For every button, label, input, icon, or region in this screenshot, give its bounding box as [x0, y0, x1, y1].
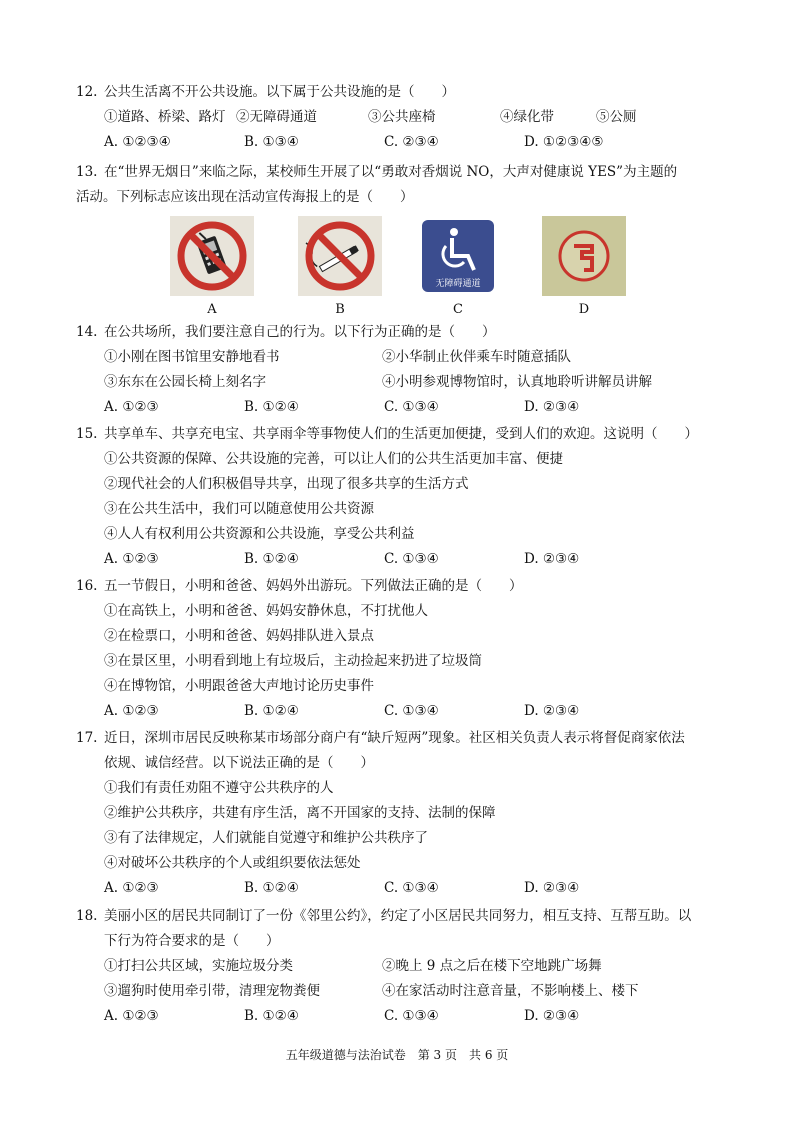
- question-number: 18.: [76, 908, 98, 924]
- question-13: [76, 160, 736, 210]
- question-number: 16.: [76, 578, 98, 594]
- hand-sign-icon: [542, 216, 626, 317]
- item: ③东东在公园长椅上刻名字: [104, 374, 266, 390]
- sign-options: [170, 216, 630, 316]
- question-number: 12.: [76, 84, 98, 100]
- option-c: C. ②③④: [384, 134, 439, 150]
- option-c: C. ①③④: [384, 399, 439, 415]
- question-stem: 美丽小区的居民共同制订了一份《邻里公约》，约定了小区居民共同努力，相互支持、互帮互助。以: [104, 908, 692, 924]
- question-number: 17.: [76, 730, 98, 746]
- sign-label-c: C: [453, 302, 463, 317]
- question-stem: 五一节假日，小明和爸爸、妈妈外出游玩。下列做法正确的是（ ）: [104, 578, 523, 594]
- option-a: A. ①②③: [104, 703, 159, 719]
- item: ④小明参观博物馆时，认真地聆听讲解员讲解: [382, 374, 652, 390]
- question-stem-cont: 活动。下列标志应该出现在活动宣传海报上的是（ ）: [76, 189, 414, 205]
- item: ③在公共生活中，我们可以随意使用公共资源: [104, 501, 374, 517]
- sign-label-a: A: [207, 302, 217, 317]
- option-row: [76, 876, 736, 901]
- question-stem-cont: 下行为符合要求的是（ ）: [104, 933, 280, 949]
- option-d: D. ②③④: [524, 880, 580, 896]
- option-row: [76, 699, 736, 724]
- question-number: 15.: [76, 426, 98, 442]
- item: ①我们有责任劝阻不遵守公共秩序的人: [104, 780, 334, 796]
- sign-text: 无障碍通道: [435, 279, 481, 289]
- option-d: D. ②③④: [524, 551, 580, 567]
- option-d: D. ②③④: [524, 703, 580, 719]
- option-b: B. ①②④: [244, 551, 299, 567]
- item: ③公共座椅: [368, 109, 436, 125]
- option-row: [76, 395, 736, 420]
- option-c: C. ①③④: [384, 551, 439, 567]
- item: ①打扫公共区域，实施垃圾分类: [104, 958, 293, 974]
- item: ③有了法律规定，人们就能自觉遵守和维护公共秩序了: [104, 830, 428, 846]
- sign-label-b: B: [335, 302, 345, 317]
- item: ③遛狗时使用牵引带，清理宠物粪便: [104, 983, 320, 999]
- item: ④人人有权利用公共资源和公共设施，享受公共利益: [104, 526, 415, 542]
- page-footer: 五年级道德与法治试卷 第 3 页 共 6 页: [285, 1048, 509, 1062]
- item: ④绿化带: [500, 109, 554, 125]
- option-row: [76, 547, 736, 572]
- item: ④在家活动时注意音量，不影响楼上、楼下: [382, 983, 639, 999]
- option-c: C. ①③④: [384, 880, 439, 896]
- question-number: 13.: [76, 164, 98, 180]
- question-18: [76, 904, 736, 1029]
- item: ②现代社会的人们积极倡导共享，出现了很多共享的生活方式: [104, 476, 469, 492]
- option-b: B. ①②④: [244, 399, 299, 415]
- item: ①在高铁上，小明和爸爸、妈妈安静休息，不打扰他人: [104, 603, 428, 619]
- option-d: D. ①②③④⑤: [524, 134, 604, 150]
- option-d: D. ②③④: [524, 399, 580, 415]
- item: ③在景区里，小明看到地上有垃圾后，主动捡起来扔进了垃圾筒: [104, 653, 482, 669]
- question-16: [76, 574, 736, 724]
- option-b: B. ①③④: [244, 134, 299, 150]
- option-a: A. ①②③④: [104, 134, 171, 150]
- option-a: A. ①②③: [104, 880, 159, 896]
- option-a: A. ①②③: [104, 1008, 159, 1024]
- option-c: C. ①③④: [384, 703, 439, 719]
- item: ②无障碍通道: [236, 109, 317, 125]
- option-b: B. ①②④: [244, 703, 299, 719]
- question-stem: 在“世界无烟日”来临之际，某校师生开展了以“勇敢对香烟说 NO，大声对健康说 YES”为主题的: [104, 164, 678, 180]
- sign-label-d: D: [578, 302, 590, 317]
- item: ④在博物馆，小明跟爸爸大声地讨论历史事件: [104, 678, 374, 694]
- question-12: [76, 80, 736, 155]
- option-row: [76, 130, 736, 155]
- option-b: B. ①②④: [244, 1008, 299, 1024]
- item: ②晚上 9 点之后在楼下空地跳广场舞: [382, 958, 602, 974]
- question-14: [76, 320, 736, 420]
- option-b: B. ①②④: [244, 880, 299, 896]
- option-a: A. ①②③: [104, 399, 159, 415]
- item: ②小华制止伙伴乘车时随意插队: [382, 349, 571, 365]
- item: ①道路、桥梁、路灯: [104, 109, 226, 125]
- option-row: [76, 1004, 736, 1029]
- question-15: [76, 422, 736, 572]
- item: ①小刚在图书馆里安静地看书: [104, 349, 280, 365]
- question-stem: 共享单车、共享充电宝、共享雨伞等事物使人们的生活更加便捷，受到人们的欢迎。这说明（ ）: [104, 426, 698, 442]
- item: ②维护公共秩序，共建有序生活，离不开国家的支持、法制的保障: [104, 805, 496, 821]
- question-stem: 在公共场所，我们要注意自己的行为。以下行为正确的是（ ）: [104, 324, 496, 340]
- question-number: 14.: [76, 324, 98, 340]
- item: ②在检票口，小明和爸爸、妈妈排队进入景点: [104, 628, 374, 644]
- item: ④对破坏公共秩序的个人或组织要依法惩处: [104, 855, 361, 871]
- option-d: D. ②③④: [524, 1008, 580, 1024]
- wheelchair-sign-icon: [416, 216, 500, 317]
- question-17: [76, 726, 736, 901]
- item: ①公共资源的保障、公共设施的完善，可以让人们的公共生活更加丰富、便捷: [104, 451, 563, 467]
- option-a: A. ①②③: [104, 551, 159, 567]
- no-smoking-sign-icon: [298, 216, 382, 317]
- item: ⑤公厕: [596, 109, 637, 125]
- question-stem: 公共生活离不开公共设施。以下属于公共设施的是（ ）: [104, 84, 455, 100]
- no-phone-sign-icon: [170, 216, 254, 317]
- question-stem: 近日，深圳市居民反映称某市场部分商户有“缺斤短两”现象。社区相关负责人表示将督促商家依法: [104, 730, 685, 746]
- option-c: C. ①③④: [384, 1008, 439, 1024]
- question-stem-cont: 依规、诚信经营。以下说法正确的是（ ）: [104, 755, 374, 771]
- item-row: [76, 105, 736, 130]
